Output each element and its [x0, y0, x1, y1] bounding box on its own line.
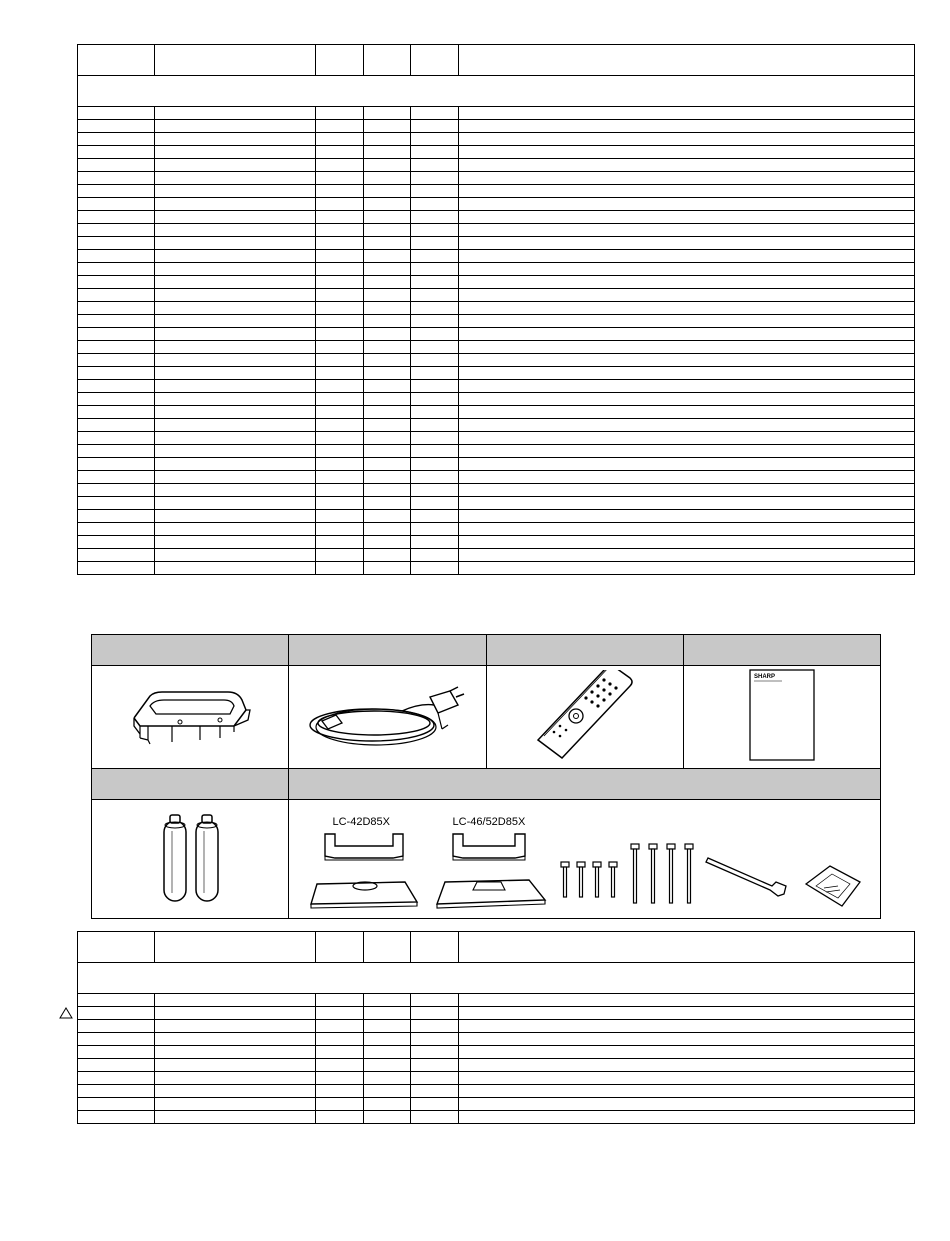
table-row	[78, 302, 915, 315]
table-row	[78, 536, 915, 549]
accessory-image-row	[92, 800, 881, 919]
cable-clamp-cell	[92, 666, 289, 769]
stand-lc42	[301, 816, 421, 910]
stand-screws-icon	[557, 840, 697, 910]
screw-bag-icon	[802, 860, 866, 910]
table-row	[78, 380, 915, 393]
table-row	[78, 276, 915, 289]
table-row	[78, 1098, 915, 1111]
table-row	[78, 237, 915, 250]
table-row	[78, 1033, 915, 1046]
table-row	[78, 1020, 915, 1033]
table-row	[78, 172, 915, 185]
table-header-row	[78, 932, 915, 963]
table-row	[78, 419, 915, 432]
table-row	[78, 198, 915, 211]
table-row	[78, 146, 915, 159]
table-row	[78, 562, 915, 575]
table-row	[78, 120, 915, 133]
table-row	[78, 250, 915, 263]
power-cord-icon	[302, 677, 472, 752]
table-row	[78, 289, 915, 302]
model-label-lc46-52: LC-46/52D85X	[452, 816, 526, 828]
triangle-warning-icon	[59, 1007, 73, 1019]
table-row	[78, 432, 915, 445]
table-row	[78, 445, 915, 458]
table-row	[78, 510, 915, 523]
table-row	[78, 107, 915, 120]
aa-batteries-icon	[150, 807, 230, 907]
table-row	[78, 263, 915, 276]
stand-lc46-52-icon	[429, 828, 549, 910]
parts-table-2	[77, 931, 915, 1124]
table-row	[78, 1059, 915, 1072]
table-row	[78, 354, 915, 367]
power-cord-cell	[289, 666, 486, 769]
table-row	[78, 315, 915, 328]
cable-clamp-icon	[120, 680, 260, 750]
parts-table-1	[77, 44, 915, 575]
accessory-header-row	[92, 635, 881, 666]
table-row	[78, 549, 915, 562]
stand-lc46-52	[429, 816, 549, 910]
table-row	[78, 1046, 915, 1059]
remote-control-cell	[486, 666, 683, 769]
table-row	[78, 406, 915, 419]
table-row	[78, 994, 915, 1007]
table-row	[78, 458, 915, 471]
batteries-cell	[92, 800, 289, 919]
operation-manual-icon	[742, 668, 822, 762]
table-row	[78, 1072, 915, 1085]
table-row	[78, 133, 915, 146]
table-row	[78, 523, 915, 536]
table-row	[78, 185, 915, 198]
stand-parts-cell	[289, 800, 881, 919]
model-label-lc42: LC-42D85X	[332, 816, 390, 828]
table-row	[78, 484, 915, 497]
table-header-row	[78, 45, 915, 76]
hex-key-icon	[704, 850, 794, 910]
table-row	[78, 211, 915, 224]
table-row	[78, 367, 915, 380]
accessories-table	[91, 634, 881, 919]
table-row	[78, 159, 915, 172]
table-row	[78, 393, 915, 406]
stand-lc42-icon	[301, 828, 421, 910]
table-row	[78, 1111, 915, 1124]
table-row	[78, 471, 915, 484]
manual-brand-text: SHARP	[753, 673, 775, 680]
remote-control-icon	[530, 670, 640, 760]
table-row	[78, 328, 915, 341]
table-section-row	[78, 963, 915, 994]
accessory-header-row	[92, 769, 881, 800]
table-row	[78, 224, 915, 237]
table-row	[78, 497, 915, 510]
table-row	[78, 1007, 915, 1020]
operation-manual-cell	[683, 666, 880, 769]
accessory-image-row	[92, 666, 881, 769]
table-section-row	[78, 76, 915, 107]
table-row	[78, 1085, 915, 1098]
table-row	[78, 341, 915, 354]
